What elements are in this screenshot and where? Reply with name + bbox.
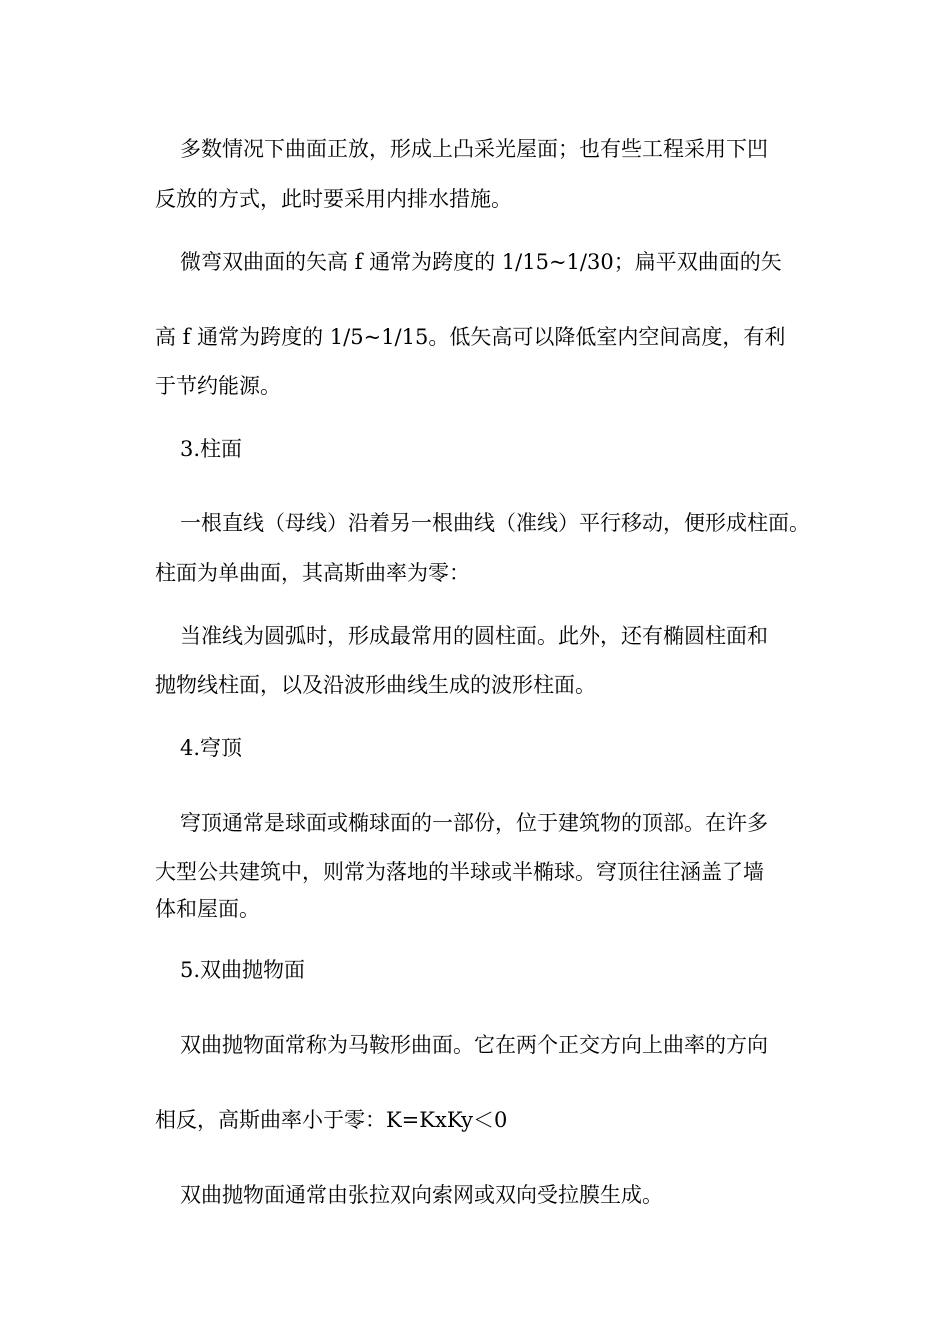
- paragraph-line: 体和屋面。: [155, 897, 260, 921]
- paragraph-line: 大型公共建筑中，则常为落地的半球或半椭球。穹顶往往涵盖了墙: [155, 860, 764, 884]
- paragraph-line: 多数情况下曲面正放，形成上凸采光屋面；也有些工程采用下凹: [180, 137, 768, 161]
- paragraph-line: 反放的方式，此时要采用内排水措施。: [155, 187, 512, 211]
- paragraph-line: 双曲抛物面常称为马鞍形曲面。它在两个正交方向上曲率的方向: [180, 1033, 768, 1057]
- paragraph-line: 高 f 通常为跨度的 1/5~1/15。低矢高可以降低室内空间高度，有利: [155, 325, 786, 349]
- paragraph-line: 柱面为单曲面，其高斯曲率为零：: [155, 561, 470, 585]
- paragraph-line: 一根直线（母线）沿着另一根曲线（准线）平行移动，便形成柱面。: [180, 511, 810, 535]
- section-heading: 5.双曲抛物面: [180, 958, 306, 982]
- paragraph-line: 双曲抛物面通常由张拉双向索网或双向受拉膜生成。: [180, 1183, 663, 1207]
- paragraph-line: 当准线为圆弧时，形成最常用的圆柱面。此外，还有椭圆柱面和: [180, 624, 768, 648]
- section-heading: 3.柱面: [180, 437, 243, 461]
- section-heading: 4.穹顶: [180, 736, 243, 760]
- paragraph-line: 穹顶通常是球面或椭球面的一部份，位于建筑物的顶部。在许多: [180, 811, 768, 835]
- paragraph-line: 于节约能源。: [155, 374, 281, 398]
- paragraph-line: 微弯双曲面的矢高 f 通常为跨度的 1/15~1/30；扁平双曲面的矢: [180, 250, 782, 274]
- paragraph-line: 相反，高斯曲率小于零：K=KxKy＜0: [155, 1108, 508, 1132]
- paragraph-line: 抛物线柱面，以及沿波形曲线生成的波形柱面。: [155, 673, 596, 697]
